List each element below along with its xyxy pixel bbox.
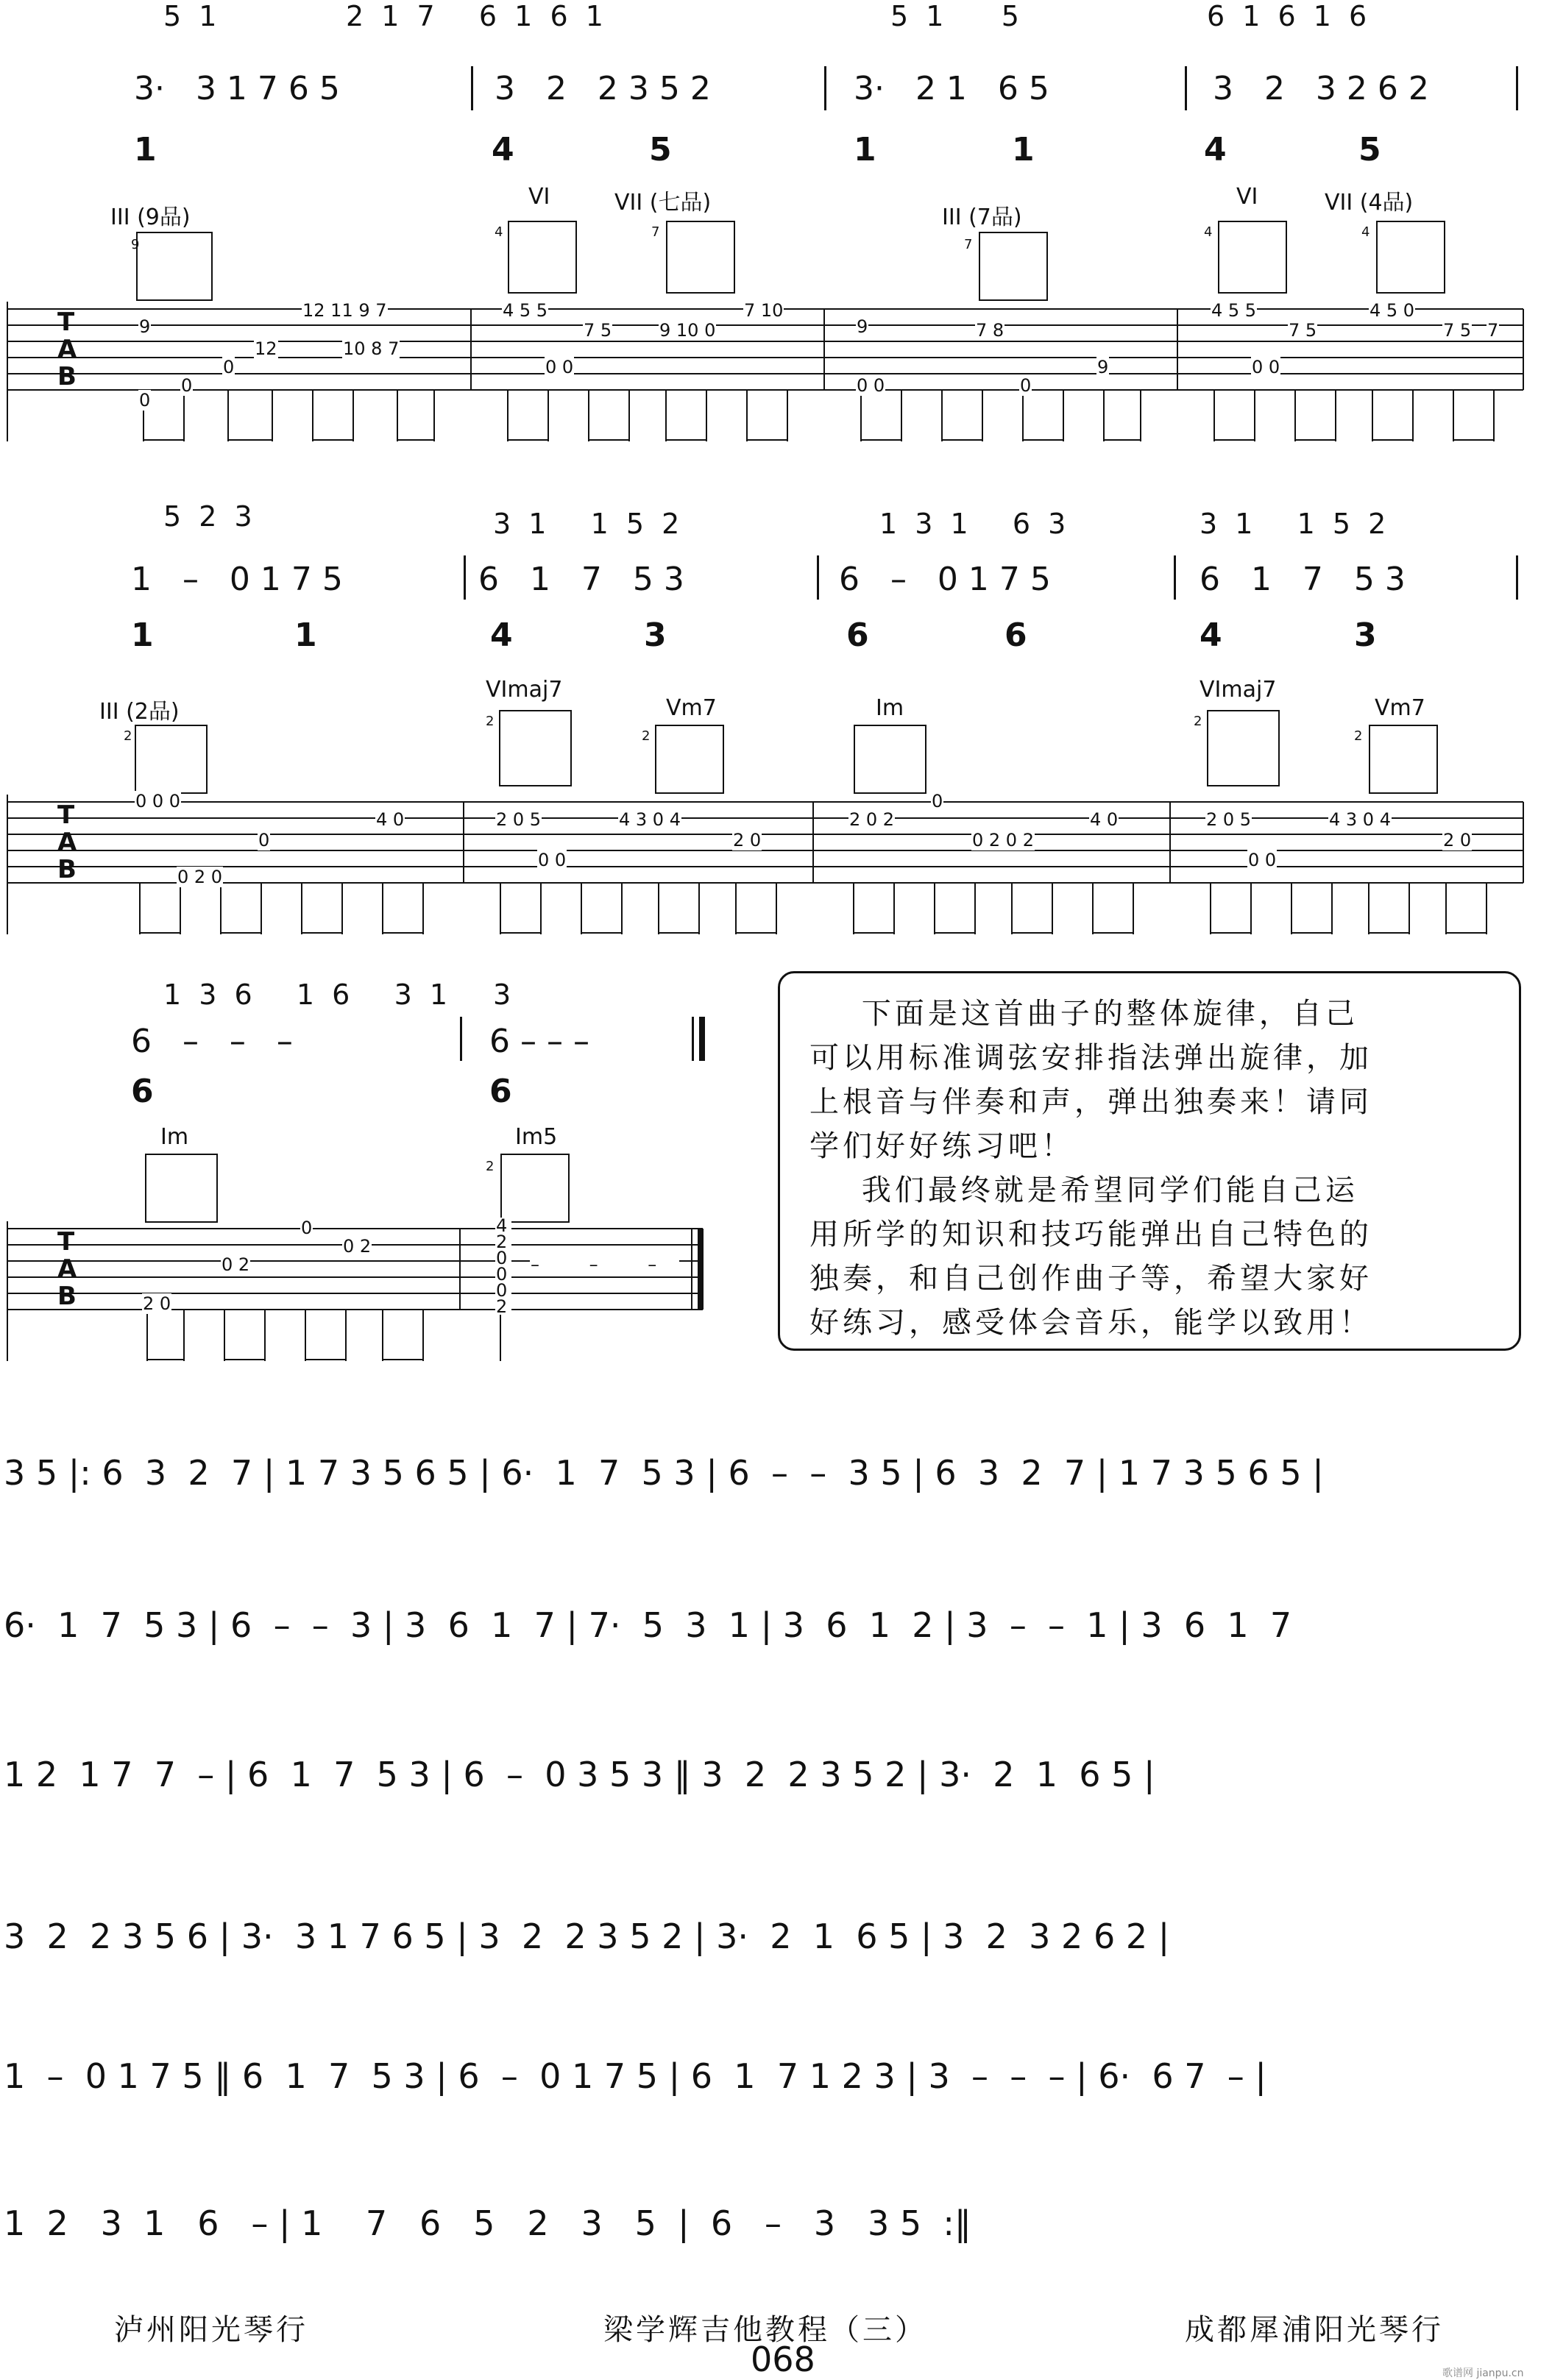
upper-voice: 2 1 7 6 1 6 1 (346, 0, 608, 32)
bass-note: 1 (294, 617, 317, 654)
tab-number: 4 5 0 (1369, 300, 1415, 321)
fret-number: 4 (1361, 224, 1370, 240)
note-line: 可以用标准调弦安排指法弹出旋律，加 (809, 1041, 1372, 1075)
tab-number: 12 11 9 7 (302, 300, 387, 321)
barline (1185, 66, 1187, 110)
upper-voice: 3 1 1 5 2 (493, 508, 684, 540)
tab-letter: A (57, 828, 77, 857)
tab-staff (0, 302, 1552, 456)
tab-number: 0 0 (538, 850, 567, 870)
chord-name: Im (160, 1124, 189, 1150)
tab-number: 7 5 (1443, 320, 1472, 341)
tab-number: 0 (301, 1218, 313, 1238)
upper-voice: 5 2 3 (163, 500, 257, 533)
tab-number: 0 0 0 (135, 791, 181, 811)
fret-number: 2 (124, 728, 132, 744)
page-number: 068 (751, 2340, 815, 2379)
chord-diagram (135, 725, 208, 794)
chord-name: VImaj7 (1200, 677, 1277, 703)
note-line: 上根音与伴奏和声，弹出独奏来！请同 (809, 1085, 1372, 1119)
barline (817, 555, 819, 600)
tab-number: 7 (1487, 320, 1499, 341)
fret-number: 2 (486, 714, 495, 729)
tab-letter: B (57, 1282, 77, 1311)
melody-line: 1 2 3 1 6 – | 1 7 6 5 2 3 5 | 6 – 3 3 5 :‖ (4, 2203, 971, 2243)
bass-note: 1 (131, 617, 154, 654)
tab-number: 9 10 0 (659, 320, 716, 341)
melody-measure: 3· 3 1 7 6 5 (134, 70, 340, 107)
fret-number: 9 (131, 237, 140, 252)
bass-note: 1 (1012, 131, 1035, 168)
chord-diagram (1218, 221, 1287, 294)
melody-measure: 3· 2 1 6 5 (854, 70, 1049, 107)
system-3 (0, 956, 736, 1368)
chord-diagram (979, 232, 1048, 301)
fret-number: 2 (1194, 714, 1202, 729)
tab-letter: T (57, 308, 75, 337)
chord-name: VII (4品) (1325, 190, 1414, 216)
tab-number: – – – (531, 1254, 679, 1275)
bass-note: 4 (490, 617, 513, 654)
bass-note: 4 (492, 131, 514, 168)
chord-name: III (2品) (99, 699, 180, 725)
tab-number: 0 0 (1248, 850, 1277, 870)
tab-number: 7 5 (1289, 320, 1317, 341)
chord-name: Im (876, 695, 904, 721)
barline (471, 66, 473, 110)
bass-note: 6 (131, 1073, 154, 1110)
tab-number: 2 0 (1443, 830, 1472, 850)
fret-number: 2 (1354, 728, 1363, 744)
chord-diagram (1369, 725, 1438, 794)
melody-line: 3 5 |: 6 3 2 7 | 1 7 3 5 6 5 | 6· 1 7 5 3 | 6 – – 3 5 | 6 3 2 7 | 1 7 3 5 6 5 | (4, 1453, 1324, 1493)
chord-diagram (136, 232, 213, 301)
tab-number: 7 10 (744, 300, 784, 321)
tab-number: 2 0 5 (1206, 809, 1252, 830)
tab-letter: B (57, 855, 77, 884)
bass-note: 6 (1004, 617, 1027, 654)
tab-number: 9 (139, 316, 151, 337)
melody-measure: 3 2 3 2 6 2 (1213, 70, 1429, 107)
tab-number: 0 2 (343, 1236, 372, 1257)
chord-name: Im5 (515, 1124, 558, 1150)
chord-diagram (499, 710, 572, 786)
tab-number: 2 0 5 (496, 809, 542, 830)
fret-number: 4 (495, 224, 503, 240)
melody-measure: 1 – 0 1 7 5 (131, 561, 343, 598)
bass-note: 3 (644, 617, 667, 654)
melody-line: 3 2 2 3 5 6 | 3· 3 1 7 6 5 | 3 2 2 3 5 2 | 3· 2 1 6 5 | 3 2 3 2 6 2 | (4, 1917, 1170, 1956)
tab-number: 0 (181, 375, 193, 396)
footer-left: 泸州阳光琴行 (114, 2313, 308, 2347)
melody-line: 1 – 0 1 7 5 ‖ 6 1 7 5 3 | 6 – 0 1 7 5 | 6 1 7 1 2 3 | 3 – – – | 6· 6 7 – | (4, 2056, 1266, 2096)
tab-number: 0 (258, 830, 270, 850)
bass-note: 1 (854, 131, 876, 168)
final-barline (699, 1017, 705, 1061)
barline (464, 555, 466, 600)
tab-number: 2 0 (143, 1293, 171, 1314)
tab-number: 0 (1020, 375, 1032, 396)
tab-letter: T (57, 800, 75, 830)
upper-voice: 3 (493, 978, 516, 1011)
barline (692, 1017, 694, 1061)
chord-name: Vm7 (1375, 695, 1425, 721)
tab-letter: B (57, 362, 77, 391)
chord-diagram (145, 1154, 218, 1223)
melody-measure: 6 – – – (489, 1023, 589, 1060)
watermark: 歌谱网 jianpu.cn (1442, 2367, 1524, 2379)
bass-note: 1 (134, 131, 157, 168)
chord-diagram (508, 221, 577, 294)
melody-measure: 3 2 2 3 5 2 (495, 70, 711, 107)
tab-number: 4 5 5 (503, 300, 548, 321)
tab-number: 0 (223, 357, 235, 377)
upper-voice: 5 1 (163, 0, 222, 32)
chord-name: III (9品) (110, 205, 191, 230)
chord-name: III (7品) (942, 205, 1022, 230)
tab-number: 0 2 0 2 (972, 830, 1034, 850)
tab-number: 9 (1097, 357, 1109, 377)
chord-name: Vm7 (666, 695, 717, 721)
note-line: 我们最终就是希望同学们能自己运 (809, 1173, 1358, 1207)
upper-voice: 6 1 6 1 6 (1207, 0, 1372, 32)
bass-note: 5 (1358, 131, 1381, 168)
upper-voice: 1 3 6 1 6 3 1 (163, 978, 453, 1011)
tab-number: 7 8 (976, 320, 1004, 341)
fret-number: 7 (964, 237, 973, 252)
fret-number: 2 (642, 728, 651, 744)
tab-number: 0 (139, 390, 151, 411)
tab-number: 7 5 (584, 320, 612, 341)
upper-voice: 3 1 1 5 2 (1200, 508, 1391, 540)
tab-number: 4 0 (376, 809, 405, 830)
melody-line: 1 2 1 7 7 – | 6 1 7 5 3 | 6 – 0 3 5 3 ‖ 3 2 2 3 5 2 | 3· 2 1 6 5 | (4, 1755, 1155, 1794)
tab-letter: A (57, 1254, 77, 1284)
chord-name: VI (528, 184, 550, 210)
chord-name: VII (七品) (614, 190, 712, 216)
tab-staff (0, 795, 1552, 949)
note-line: 好练习，感受体会音乐，能学以致用！ (809, 1306, 1372, 1340)
bass-note: 5 (649, 131, 672, 168)
tab-number: 4 2 0 0 0 2 (495, 1218, 511, 1315)
melody-measure: 6 1 7 5 3 (478, 561, 684, 598)
fret-number: 7 (651, 224, 660, 240)
tab-number: 4 0 (1090, 809, 1119, 830)
tab-number: 10 8 7 (343, 338, 400, 359)
chord-diagram (500, 1154, 570, 1223)
upper-voice: 5 1 5 (890, 0, 1024, 32)
footer-center: 梁学辉吉他教程（三） (603, 2313, 927, 2347)
chord-diagram (1376, 221, 1445, 294)
chord-name: VImaj7 (486, 677, 563, 703)
bass-note: 4 (1204, 131, 1227, 168)
tab-number: 0 0 (1252, 357, 1280, 377)
chord-diagram (1207, 710, 1280, 786)
barline (1174, 555, 1176, 600)
barline (460, 1017, 462, 1061)
tab-number: 2 0 2 (849, 809, 895, 830)
note-line: 用所学的知识和技巧能弹出自己特色的 (809, 1218, 1372, 1251)
instruction-note (778, 971, 1521, 1351)
bass-note: 3 (1354, 617, 1377, 654)
tab-number: 12 (255, 338, 277, 359)
tab-number: 4 3 0 4 (619, 809, 681, 830)
tab-number: 9 (857, 316, 868, 337)
chord-diagram (854, 725, 926, 794)
tab-number: 0 2 (222, 1254, 250, 1275)
melody-measure: 6 1 7 5 3 (1200, 561, 1406, 598)
barline (824, 66, 826, 110)
chord-diagram (666, 221, 735, 294)
bass-note: 6 (846, 617, 869, 654)
melody-measure: 6 – – – (131, 1023, 293, 1060)
barline (1516, 66, 1518, 110)
fret-number: 4 (1204, 224, 1213, 240)
barline (1516, 555, 1518, 600)
footer-right: 成都犀浦阳光琴行 (1185, 2313, 1444, 2347)
tab-letter: T (57, 1227, 75, 1257)
system-1 (0, 0, 1552, 456)
chord-diagram (655, 725, 724, 794)
tab-number: 0 (932, 791, 943, 811)
note-line: 学们好好练习吧！ (809, 1129, 1074, 1163)
tab-number: 2 0 (733, 830, 762, 850)
tab-number: 0 2 0 (177, 867, 223, 887)
tab-number: 0 0 (545, 357, 574, 377)
melody-line: 6· 1 7 5 3 | 6 – – 3 | 3 6 1 7 | 7· 5 3 1 | 3 6 1 2 | 3 – – 1 | 3 6 1 7 (4, 1605, 1292, 1645)
note-line: 下面是这首曲子的整体旋律，自己 (809, 997, 1358, 1031)
upper-voice: 1 3 1 6 3 (879, 508, 1071, 540)
tab-number: 0 0 (857, 375, 885, 396)
note-line: 独奏，和自己创作曲子等，希望大家好 (809, 1262, 1372, 1296)
fret-number: 2 (486, 1159, 495, 1174)
tab-letter: A (57, 335, 77, 364)
tab-number: 4 5 5 (1211, 300, 1257, 321)
bass-note: 4 (1200, 617, 1222, 654)
bass-note: 6 (489, 1073, 512, 1110)
melody-measure: 6 – 0 1 7 5 (839, 561, 1051, 598)
tab-number: 4 3 0 4 (1329, 809, 1391, 830)
chord-name: VI (1236, 184, 1258, 210)
system-2 (0, 478, 1552, 934)
